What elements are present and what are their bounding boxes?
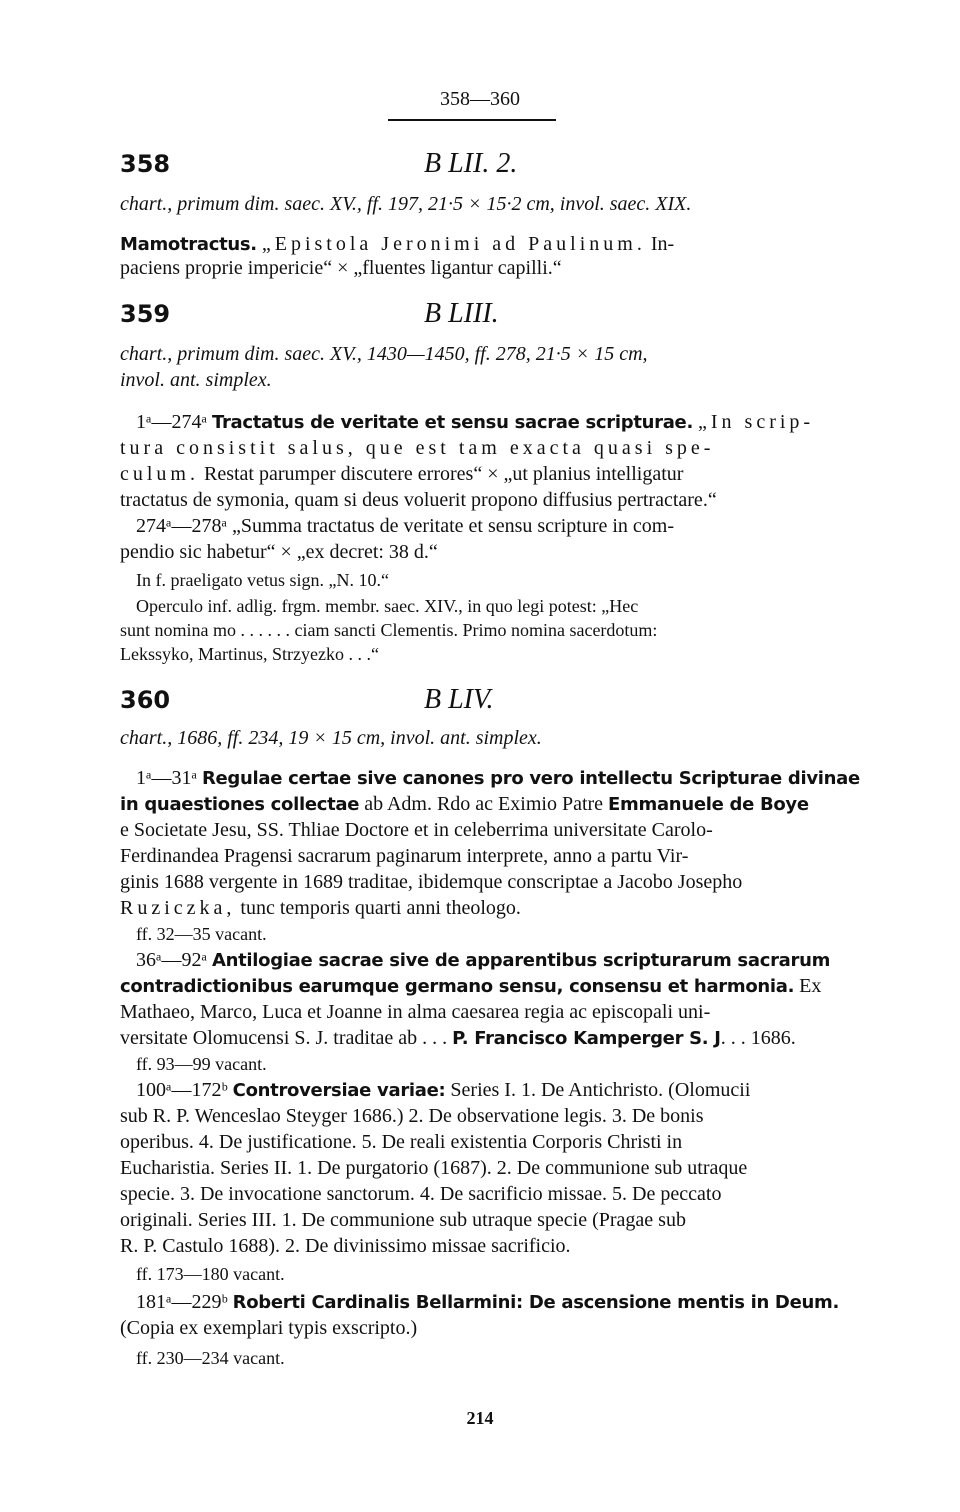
entry-text-359-line5 (136, 514, 882, 538)
physical-description-359-line2: invol. ant. simplex. (120, 369, 272, 391)
entry-text-360-line9: Mathaeo, Marco, Luca et Joanne in alma caesarea regia ac episcopali uni- (120, 1001, 711, 1023)
entry-text-360-line13: operibus. 4. De justificatione. 5. De reali existentia Corporis Christi in (120, 1131, 683, 1153)
header-rule (388, 119, 556, 121)
text-fragment: . . . 1686. (720, 1027, 796, 1049)
text-fragment: tunc temporis quarti anni theologo. (240, 897, 521, 919)
entry-text-360-line12: sub R. P. Wenceslao Steyger 1686.) 2. De observatione legis. 3. De bonis (120, 1105, 704, 1127)
entry-text-360-line1 (136, 766, 882, 791)
work-title: Tractatus de veritate et sensu sacrae scripturae. (211, 412, 694, 433)
entry-text-360-line2 (120, 792, 866, 817)
entry-text-360-line5: ginis 1688 vergente in 1689 traditae, ibidemque conscriptae a Jacobo Josepho (120, 871, 743, 893)
entry-number-360: 360 (120, 686, 171, 714)
text-fragment: „Summa tractatus de veritate et sensu scripture in com- (231, 515, 675, 537)
vacant-note-4: ff. 230—234 vacant. (136, 1348, 285, 1368)
entry-text-359-line4: tractatus de symonia, quam si deus voluerit propono diffusius pertractare.“ (120, 489, 717, 511)
person-name: Ruziczka, (120, 897, 236, 919)
entry-text-360-line19: (Copia ex exemplari typis exscripto.) (120, 1317, 418, 1339)
entry-text-359-line3 (120, 462, 866, 486)
incipit: „Epistola Jeronimi ad Paulinum. (261, 233, 646, 255)
note-359-1: In f. praeligato vetus sign. „N. 10.“ (136, 570, 389, 590)
entry-text-360-line14: Eucharistia. Series II. 1. De purgatorio (1687). 2. De communione sub utraque (120, 1157, 748, 1179)
note-359-2-line3: Lekssyko, Martinus, Strzyezko . . .“ (120, 644, 379, 664)
incipit: „In scrip- (698, 411, 815, 433)
work-title: Regulae certae sive canones pro vero intellectu Scripturae divinae (201, 768, 860, 789)
entry-number-358: 358 (120, 150, 171, 178)
entry-text-360-line15: specie. 3. De invocatione sanctorum. 4. De sacrificio missae. 5. De peccato (120, 1183, 722, 1205)
text-fragment: In- (650, 233, 675, 255)
folio-range: 181ᵃ—229ᵇ (136, 1291, 228, 1313)
entry-text-360-line10 (120, 1026, 866, 1051)
shelfmark-360: B LIV. (424, 684, 494, 715)
entry-text-360-line17: R. P. Castulo 1688). 2. De divinissimo missae sacrificio. (120, 1235, 571, 1257)
entry-text-360-line6 (120, 896, 866, 920)
note-359-2-line1: Operculo inf. adlig. frgm. membr. saec. XIV., in quo legi potest: „Hec (136, 596, 639, 616)
text-fragment: Ex (799, 975, 822, 997)
folio-range: 36ᵃ—92ᵃ (136, 949, 207, 971)
physical-description-360: chart., 1686, ff. 234, 19 × 15 cm, invol. ant. simplex. (120, 727, 542, 749)
text-fragment: Series I. 1. De Antichristo. (Olomucii (450, 1079, 751, 1101)
vacant-note-1: ff. 32—35 vacant. (136, 924, 267, 944)
physical-description-358: chart., primum dim. saec. XV., ff. 197, 21·5 × 15·2 cm, invol. saec. XIX. (120, 193, 692, 215)
folio-range: 1ᵃ—274ᵃ (136, 411, 207, 433)
page-number: 214 (466, 1408, 494, 1428)
entry-text-360-line7 (136, 948, 882, 973)
vacant-note-3: ff. 173—180 vacant. (136, 1264, 285, 1284)
work-title-cont: in quaestiones collectae (120, 794, 360, 815)
incipit: culum. (120, 463, 199, 485)
entry-text-360-line8 (120, 974, 866, 999)
shelfmark-359: B LIII. (424, 298, 499, 329)
entry-text-358-line1 (120, 232, 866, 257)
work-title-cont: contradictionibus earumque germano sensu, consensu et harmonia. (120, 976, 795, 997)
person-name: Emmanuele de Boye (608, 794, 809, 815)
entry-text-360-line18 (136, 1290, 882, 1315)
note-359-2-line2: sunt nomina mo . . . . . . ciam sancti Clementis. Primo nomina sacerdotum: (120, 620, 658, 640)
entry-text-360-line3: e Societate Jesu, SS. Thliae Doctore et in celeberrima universitate Carolo- (120, 819, 713, 841)
work-title: Antilogiae sacrae sive de apparentibus scripturarum sacrarum (211, 950, 831, 971)
entry-text-360-line4: Ferdinandea Pragensi sacrarum paginarum interprete, anno a partu Vir- (120, 845, 689, 867)
text-fragment: versitate Olomucensi S. J. traditae ab . . . (120, 1027, 448, 1049)
folio-range: 1ᵃ—31ᵃ (136, 767, 197, 789)
entry-text-360-line11 (136, 1078, 882, 1103)
entry-text-360-line16: originali. Series III. 1. De communione sub utraque specie (Pragae sub (120, 1209, 686, 1231)
entry-text-358-line2: paciens proprie impericie“ × „fluentes ligantur capilli.“ (120, 257, 562, 279)
text-fragment: Restat parumper discutere errores“ × „ut planius intelligatur (204, 463, 684, 485)
folio-range: 274ᵃ—278ᵃ (136, 515, 227, 537)
entry-text-359-line1 (136, 410, 882, 435)
entry-number-359: 359 (120, 300, 171, 328)
entry-text-359-line6: pendio sic habetur“ × „ex decret: 38 d.“ (120, 541, 438, 563)
work-title: Controversiae variae: (232, 1080, 446, 1101)
work-title: Mamotractus. (120, 234, 257, 255)
work-title: Roberti Cardinalis Bellarmini: De ascensione mentis in Deum. (232, 1292, 839, 1313)
entry-text-359-line2: tura consistit salus, que est tam exacta quasi spe- (120, 437, 715, 459)
shelfmark-358: B LII. 2. (424, 148, 518, 179)
running-header: 358—360 (440, 88, 520, 110)
folio-range: 100ᵃ—172ᵇ (136, 1079, 228, 1101)
physical-description-359-line1: chart., primum dim. saec. XV., 1430—1450, ff. 278, 21·5 × 15 cm, (120, 343, 648, 365)
text-fragment: ab Adm. Rdo ac Eximio Patre (364, 793, 604, 815)
vacant-note-2: ff. 93—99 vacant. (136, 1054, 267, 1074)
person-name: P. Francisco Kamperger S. J (452, 1028, 721, 1049)
